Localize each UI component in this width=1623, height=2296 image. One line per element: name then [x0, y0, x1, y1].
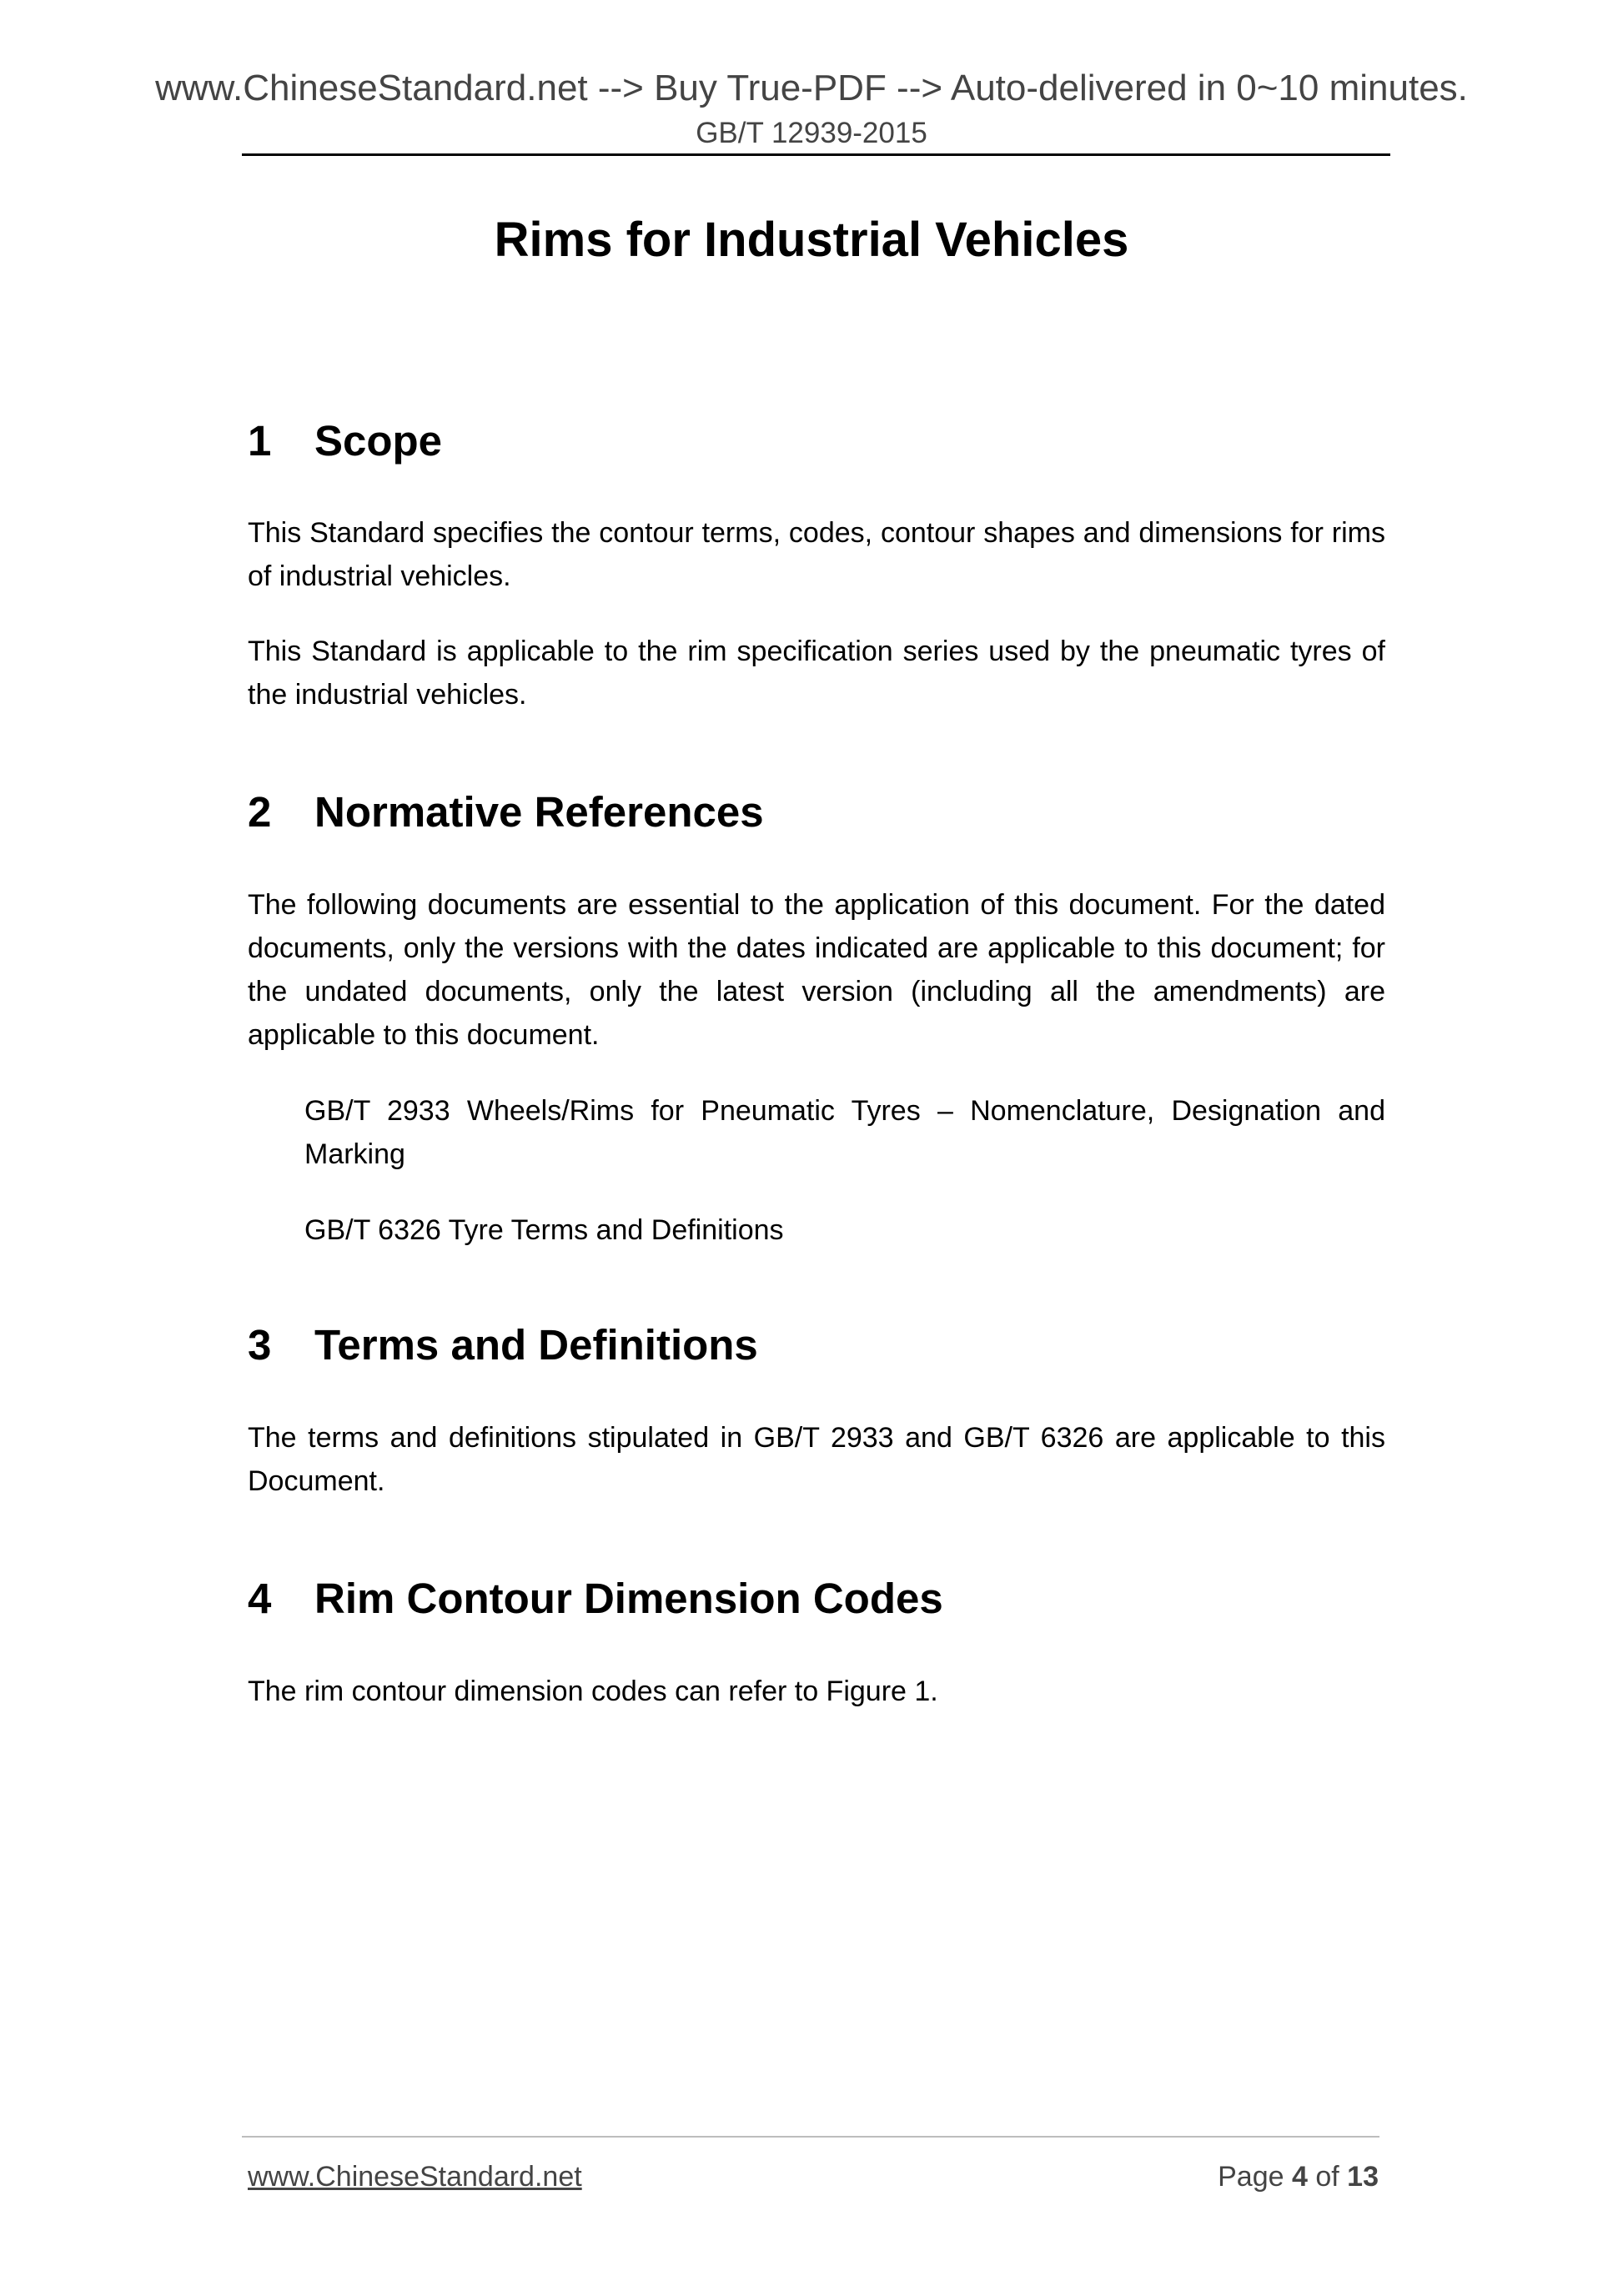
header-divider — [242, 153, 1390, 156]
paragraph: This Standard specifies the contour terms, codes, contour shapes and dimensions for rims of industrial vehicles. — [248, 517, 1385, 592]
page-indicator — [1218, 2158, 1379, 2195]
section-title: Scope — [314, 417, 443, 465]
section-title: Terms and Definitions — [314, 1321, 758, 1369]
page-of: of — [1315, 2161, 1339, 2193]
section-heading-normative-references — [248, 786, 764, 839]
top-banner: www.ChineseStandard.net --> Buy True-PDF --> Auto-delivered in 0~10 minutes. — [155, 68, 1468, 108]
page-current: 4 — [1291, 2161, 1308, 2193]
document-title: Rims for Industrial Vehicles — [494, 213, 1129, 267]
section-number: 1 — [248, 417, 272, 465]
paragraph: The rim contour dimension codes can refer to Figure 1. — [248, 1676, 938, 1707]
footer-divider — [242, 2136, 1379, 2138]
reference-item: GB/T 2933 Wheels/Rims for Pneumatic Tyres – Nomenclature, Designation and Marking — [304, 1095, 1385, 1170]
paragraph: The following documents are essential to the application of this document. For the dated documents, only the versions with the dates indicated are applicable to this document; for the undated documents, only the latest version (including all the amendments) are applicable to this document. — [248, 889, 1385, 1051]
section-heading-rim-contour-dimension-codes — [248, 1572, 943, 1625]
section-heading-scope — [248, 414, 442, 468]
section-number: 2 — [248, 788, 272, 836]
page-total: 13 — [1347, 2161, 1379, 2193]
section-heading-terms-and-definitions — [248, 1319, 758, 1372]
paragraph: The terms and definitions stipulated in GB/T 2933 and GB/T 6326 are applicable to this Document. — [248, 1422, 1385, 1497]
section-title: Rim Contour Dimension Codes — [314, 1575, 943, 1622]
reference-item: GB/T 6326 Tyre Terms and Definitions — [304, 1214, 784, 1246]
section-number: 4 — [248, 1575, 272, 1622]
paragraph: This Standard is applicable to the rim specification series used by the pneumatic tyres of the industrial vehicles. — [248, 636, 1385, 711]
standard-code: GB/T 12939-2015 — [696, 117, 927, 149]
section-title: Normative References — [314, 788, 764, 836]
footer-website-link[interactable]: www.ChineseStandard.net — [248, 2161, 582, 2193]
section-number: 3 — [248, 1321, 272, 1369]
page-label: Page — [1218, 2161, 1284, 2193]
